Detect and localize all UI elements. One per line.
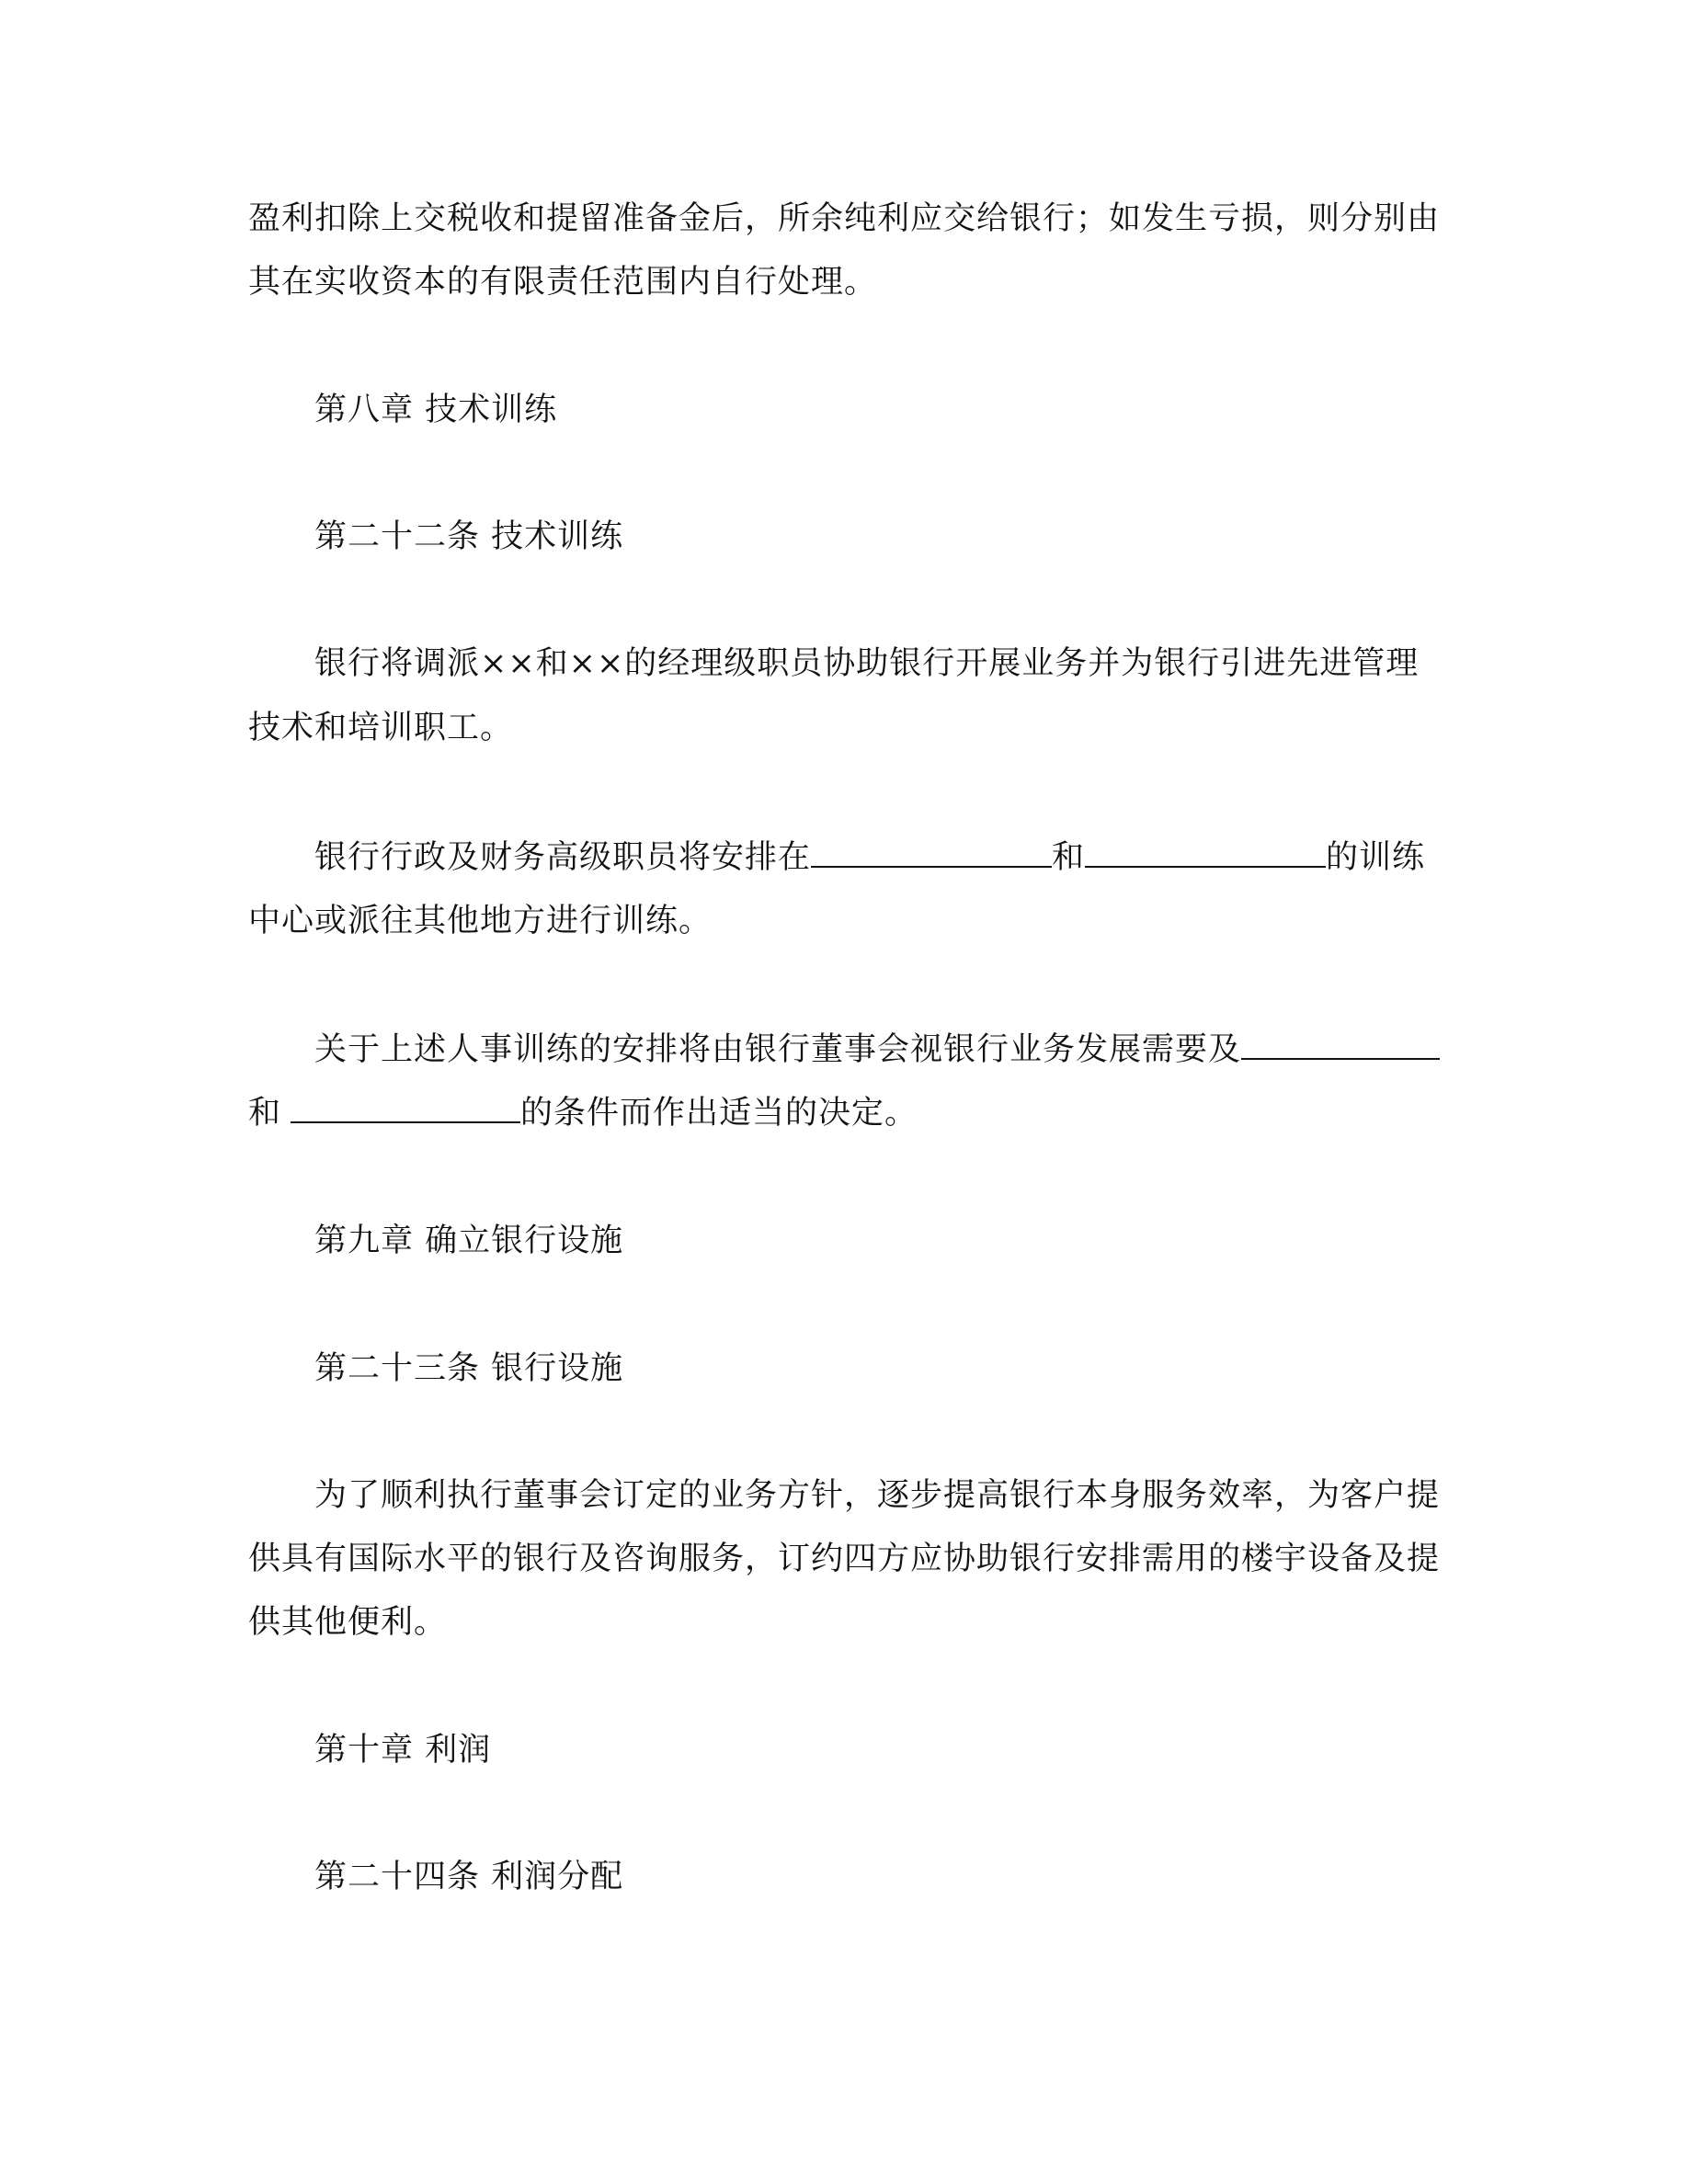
paragraph-line: 供其他便利。: [248, 1604, 448, 1641]
paragraph-text: 和: [248, 1095, 282, 1132]
paragraph-text: 和: [1052, 839, 1086, 876]
paragraph-line: [248, 1090, 918, 1135]
chapter-heading: 第八章 技术训练: [314, 392, 558, 428]
fill-in-blank[interactable]: [1241, 1027, 1440, 1060]
paragraph-text: 的训练: [1326, 839, 1426, 876]
paragraph-text: 的条件而作出适当的决定。: [520, 1095, 918, 1132]
paragraph-line: 银行将调派××和××的经理级职员协助银行开展业务并为银行引进先进管理: [314, 645, 1420, 682]
paragraph-line: 为了顺利执行董事会订定的业务方针，逐步提高银行本身服务效率，为客户提: [314, 1477, 1441, 1514]
paragraph-text: 关于上述人事训练的安排将由银行董事会视银行业务发展需要及: [314, 1031, 1242, 1068]
paragraph-line: [314, 835, 1425, 880]
fill-in-blank[interactable]: [291, 1090, 520, 1123]
article-heading: 第二十四条 利润分配: [314, 1859, 624, 1895]
article-heading: 第二十三条 银行设施: [314, 1350, 624, 1387]
article-heading: 第二十二条 技术训练: [314, 518, 624, 555]
paragraph-text: 银行行政及财务高级职员将安排在: [314, 839, 812, 876]
paragraph-line: 其在实收资本的有限责任范围内自行处理。: [248, 264, 878, 301]
fill-in-blank[interactable]: [811, 835, 1052, 868]
fill-in-blank[interactable]: [1085, 835, 1326, 868]
paragraph-line: [314, 1027, 1440, 1072]
paragraph-line: 供具有国际水平的银行及咨询服务，订约四方应协助银行安排需用的楼宇设备及提: [248, 1541, 1441, 1577]
paragraph-line: 技术和培训职工。: [248, 710, 514, 746]
paragraph-line: 盈利扣除上交税收和提留准备金后，所余纯利应交给银行；如发生亏损，则分别由: [248, 200, 1441, 237]
chapter-heading: 第十章 利润: [314, 1732, 492, 1769]
chapter-heading: 第九章 确立银行设施: [314, 1223, 624, 1259]
paragraph-line: 中心或派往其他地方进行训练。: [248, 903, 713, 939]
